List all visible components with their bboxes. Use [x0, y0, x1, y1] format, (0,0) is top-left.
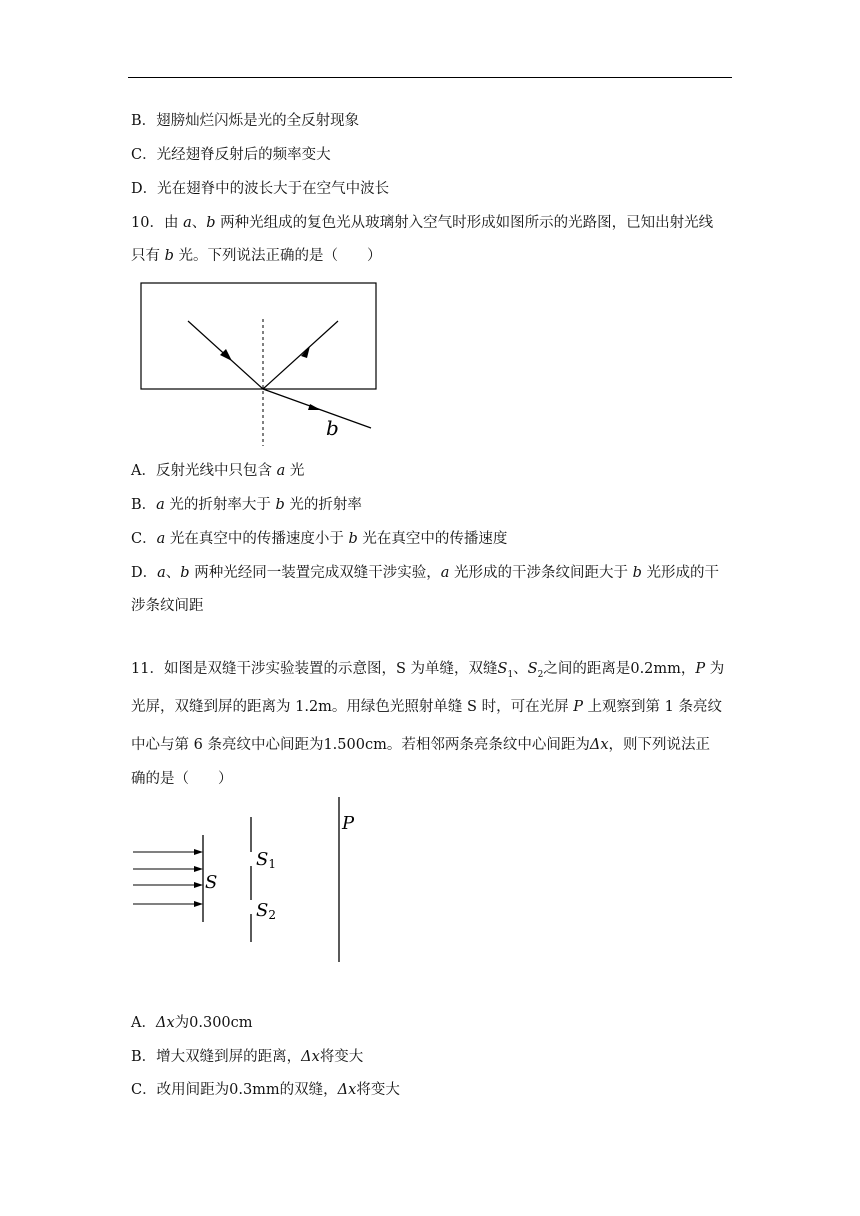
q10-stem-line2: 只有 b 光。下列说法正确的是（ ）: [131, 248, 382, 264]
q10-option-a: A．反射光线中只包含 a 光: [131, 463, 305, 479]
q10-option-d-line2: 涉条纹间距: [131, 598, 204, 614]
q11-option-c: C．改用间距为0.3mm的双缝，Δx将变大: [131, 1082, 400, 1098]
q10-stem-line1: 10．由 a、b 两种光组成的复色光从玻璃射入空气时形成如图所示的光路图，已知出射光线: [131, 215, 714, 231]
q11-stem-line1: 11．如图是双缝干涉实验装置的示意图，S 为单缝，双缝$S_1$、$S_2$之间的距离是0.2mm，P 为: [131, 661, 725, 680]
label-s1: S1: [256, 849, 276, 871]
label-p: P: [342, 813, 355, 834]
q11-stem-line4: 确的是（ ）: [131, 771, 233, 787]
q10-option-c: C．a 光在真空中的传播速度小于 b 光在真空中的传播速度: [131, 531, 508, 547]
q11-option-a: A．Δx为0.300cm: [131, 1015, 253, 1031]
q10-option-b: B．a 光的折射率大于 b 光的折射率: [131, 497, 362, 513]
q11-stem-line2: 光屏，双缝到屏的距离为 1.2m。用绿色光照射单缝 S 时，可在光屏 P 上观察到第 1 条亮纹: [131, 699, 723, 715]
q9-option-c: C．光经翅脊反射后的频率变大: [131, 147, 331, 163]
label-s2: S2: [256, 900, 276, 922]
arrow-icon-1: [194, 849, 203, 855]
label-s: S: [205, 872, 218, 893]
arrow-icon-4: [194, 901, 203, 907]
q11-option-b: B．增大双缝到屏的距离，Δx将变大: [131, 1049, 364, 1065]
q10-option-d: D．a、b 两种光经同一装置完成双缝干涉实验，a 光形成的干涉条纹间距大于 b 光形成的干: [131, 565, 719, 581]
arrow-icon-3: [194, 882, 203, 888]
q11-stem-line3: 中心与第 6 条亮纹中心间距为1.500cm。若相邻两条亮条纹中心间距为Δx，则下列说法正: [131, 737, 710, 753]
ray-label-b: b: [326, 416, 339, 440]
q9-option-b: B．翅膀灿烂闪烁是光的全反射现象: [131, 113, 360, 129]
arrow-icon-2: [194, 866, 203, 872]
q9-option-d: D．光在翅脊中的波长大于在空气中波长: [131, 181, 390, 197]
